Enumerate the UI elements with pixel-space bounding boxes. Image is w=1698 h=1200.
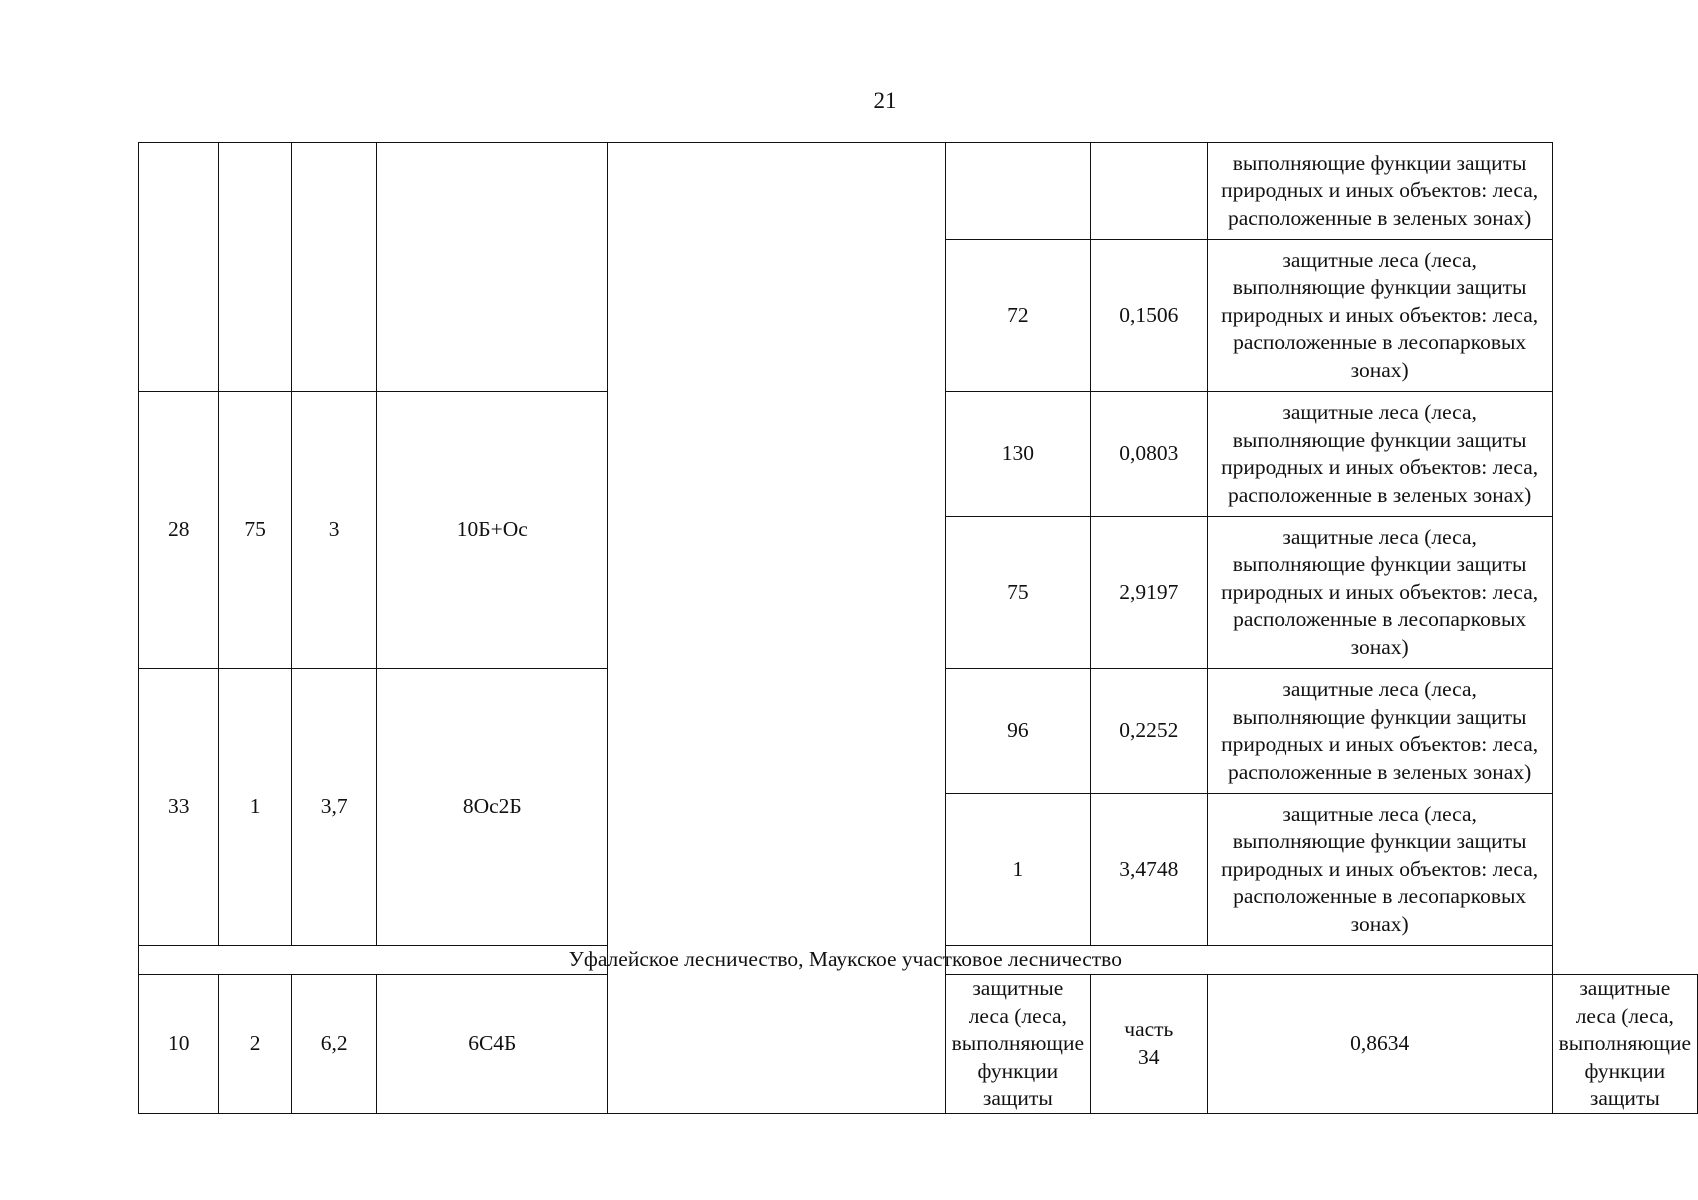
cell-composition: 6С4Б: [377, 975, 608, 1114]
cell-quarter: 10: [139, 975, 219, 1114]
cell-number: 130: [945, 392, 1090, 517]
cell-number: 75: [945, 517, 1090, 669]
cell-number: 72: [945, 240, 1090, 392]
cell-area-ha: 3,7: [291, 669, 376, 946]
cell-area-ha: 6,2: [291, 975, 376, 1114]
cell-purpose-line2: выполняющие функции защиты: [1558, 1031, 1691, 1110]
cell-category-line1: защитные леса (леса,: [968, 976, 1067, 1028]
cell-area: 0,0803: [1091, 392, 1208, 517]
cell-empty: [219, 143, 292, 392]
section-heading: Уфалейское лесничество, Маукское участковое лесничество: [139, 946, 1553, 975]
cell-composition: 10Б+Ос: [377, 392, 608, 669]
forest-plots-table: [138, 142, 1698, 1114]
cell-number: [1091, 975, 1208, 1114]
cell-section: 2: [219, 975, 292, 1114]
cell-purpose: защитные леса (леса, выполняющие функции защиты природных и иных объектов: леса, расположенные в лесопарковых зонах): [1207, 240, 1552, 392]
cell-category-line2: выполняющие функции защиты: [951, 1031, 1084, 1110]
cell-purpose: [1552, 975, 1697, 1114]
cell-purpose: защитные леса (леса, выполняющие функции защиты природных и иных объектов: леса, расположенные в лесопарковых зонах): [1207, 794, 1552, 946]
cell-area: 2,9197: [1091, 517, 1208, 669]
table-row: [139, 143, 1698, 240]
cell-area: 0,2252: [1091, 669, 1208, 794]
cell-empty: [377, 143, 608, 392]
cell-section: 1: [219, 669, 292, 946]
cell-number-line1: часть: [1124, 1017, 1174, 1042]
cell-area: [1091, 143, 1208, 240]
cell-empty: [291, 143, 376, 392]
cell-number: 96: [945, 669, 1090, 794]
cell-composition: 8Ос2Б: [377, 669, 608, 946]
cell-section: 75: [219, 392, 292, 669]
cell-category: [945, 975, 1090, 1114]
cell-purpose: защитные леса (леса, выполняющие функции защиты природных и иных объектов: леса, расположенные в зеленых зонах): [1207, 669, 1552, 794]
cell-purpose: защитные леса (леса, выполняющие функции защиты природных и иных объектов: леса, расположенные в зеленых зонах): [1207, 392, 1552, 517]
cell-quarter: 33: [139, 669, 219, 946]
cell-purpose: выполняющие функции защиты природных и иных объектов: леса, расположенные в зеленых зонах): [1207, 143, 1552, 240]
cell-area: 3,4748: [1091, 794, 1208, 946]
cell-empty: [139, 143, 219, 392]
cell-number: [945, 143, 1090, 240]
cell-number: 1: [945, 794, 1090, 946]
cell-area: 0,8634: [1207, 975, 1552, 1114]
cell-area: 0,1506: [1091, 240, 1208, 392]
cell-quarter: 28: [139, 392, 219, 669]
cell-area-ha: 3: [291, 392, 376, 669]
cell-number-line2: 34: [1138, 1044, 1160, 1069]
cell-purpose-line1: защитные леса (леса,: [1575, 976, 1674, 1028]
table-row: [139, 946, 1698, 975]
page-number: 21: [873, 88, 897, 113]
cell-purpose: защитные леса (леса, выполняющие функции защиты природных и иных объектов: леса, расположенные в лесопарковых зонах): [1207, 517, 1552, 669]
